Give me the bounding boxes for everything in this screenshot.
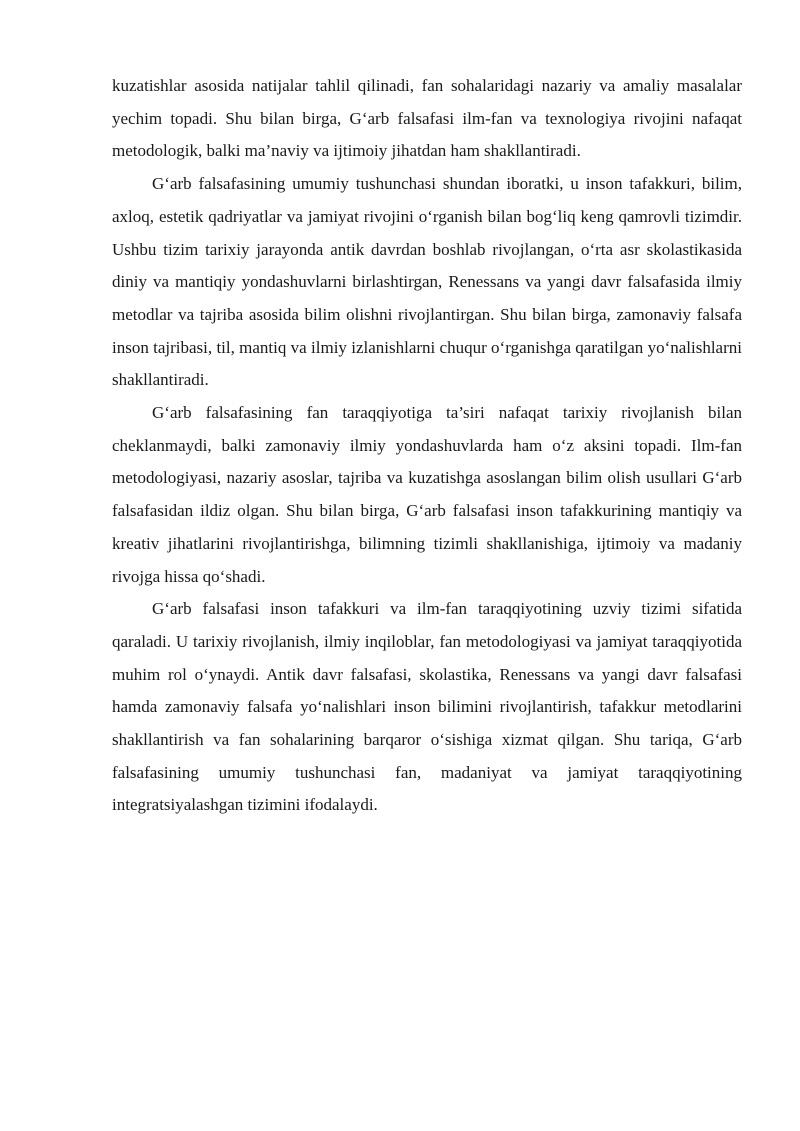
paragraph-general-concept: G‘arb falsafasining umumiy tushunchasi shundan iboratki, u inson tafakkuri, bilim, axloq, estetik qadriyatlar va jamiyat rivojini o‘rganish bilan bog‘liq keng qamrovli tizimdir. Ushbu tizim tarixiy jarayonda antik davrdan boshlab rivojlangan, o‘rta asr skolastikasida diniy va mantiqiy yondashuvlarni birlashtirgan, Renessans va yangi davr falsafasida ilmiy metodlar va tajriba asosida bilim olishni rivojlantirgan. Shu bilan birga, zamonaviy falsafa inson tajribasi, til, mantiq va ilmiy izlanishlarni chuqur o‘rganishga qaratilgan yo‘nalishlarni shakllantiradi. bbox=[112, 174, 742, 390]
paragraph-conclusion: G‘arb falsafasi inson tafakkuri va ilm-fan taraqqiyotining uzviy tizimi sifatida qaraladi. U tarixiy rivojlanish, ilmiy inqiloblar, fan metodologiyasi va jamiyat taraqqiyotida muhim rol o‘ynaydi. Antik davr falsafasi, skolastika, Renessans va yangi davr falsafasi hamda zamonaviy falsafa yo‘nalishlari inson bilimini rivojlantirish, tafakkur metodlarini shakllantirish va fan sohalarining barqaror o‘sishiga xizmat qilgan. Shu tariqa, G‘arb falsafasining umumiy tushunchasi fan, madaniyat va jamiyat taraqqiyotining integratsiyalashgan tizimini ifodalaydi. bbox=[112, 599, 742, 815]
document-page bbox=[112, 70, 742, 822]
paragraph-influence-on-science: G‘arb falsafasining fan taraqqiyotiga ta’siri nafaqat tarixiy rivojlanish bilan cheklanmaydi, balki zamonaviy ilmiy yondashuvlarda ham o‘z aksini topadi. Ilm-fan metodologiyasi, nazariy asoslar, tajriba va kuzatishga asoslangan bilim olish usullari G‘arb falsafasidan ildiz olgan. Shu bilan birga, G‘arb falsafasi inson tafakkurining mantiqiy va kreativ jihatlarini rivojlantirishga, bilimning tizimli shakllanishiga, ijtimoiy va madaniy rivojga hissa qo‘shadi. bbox=[112, 403, 742, 586]
paragraph-continuation: kuzatishlar asosida natijalar tahlil qilinadi, fan sohalaridagi nazariy va amaliy masalalar yechim topadi. Shu bilan birga, G‘arb falsafasi ilm-fan va texnologiya rivojini nafaqat metodologik, balki ma’naviy va ijtimoiy jihatdan ham shakllantiradi. bbox=[112, 76, 742, 161]
